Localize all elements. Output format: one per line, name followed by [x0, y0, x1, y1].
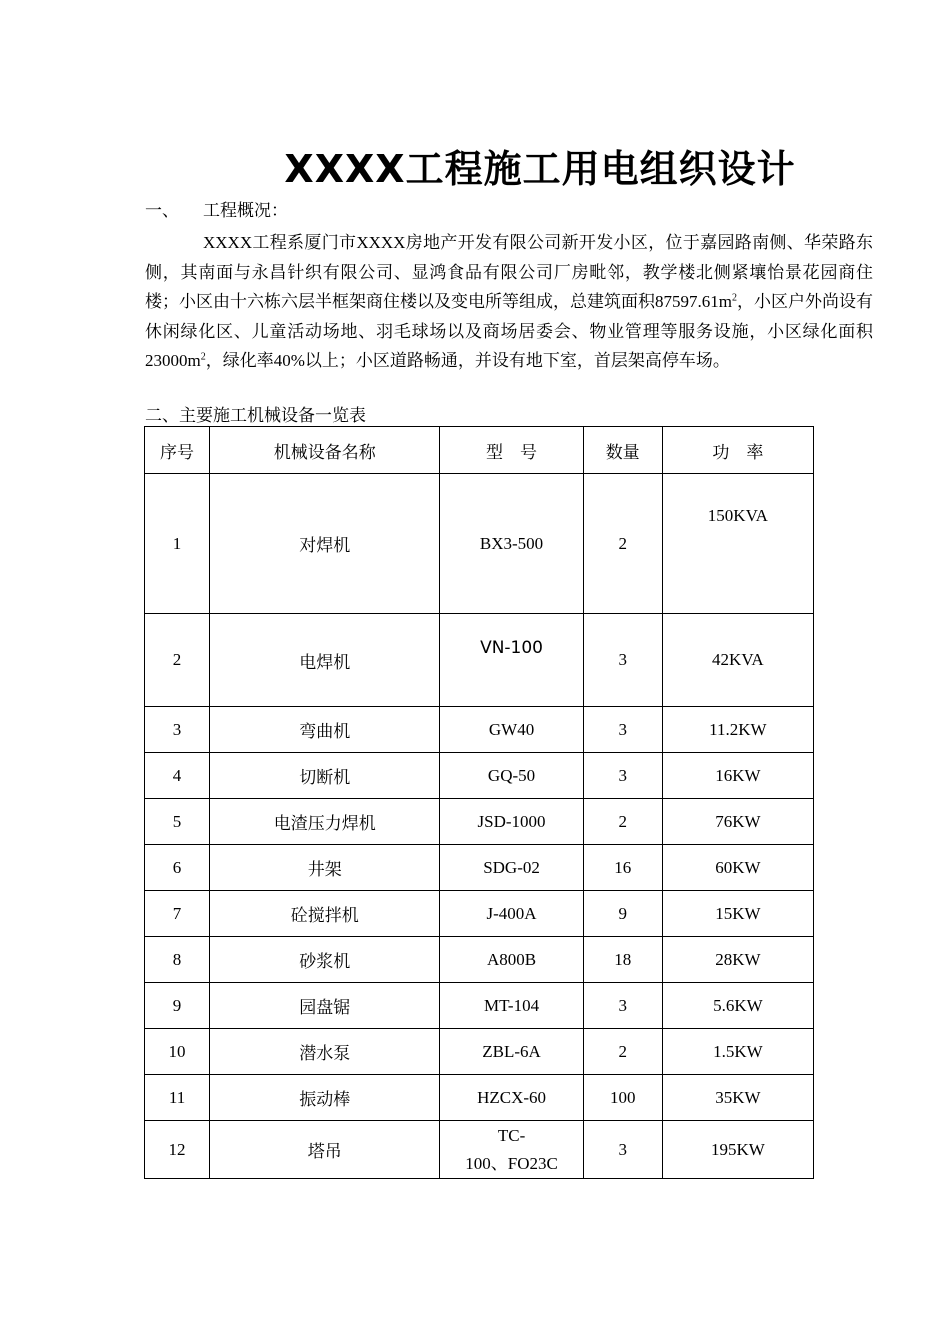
- cell-power: 195KW: [662, 1121, 813, 1179]
- table-row: [145, 1121, 814, 1179]
- header-power: 功 率: [662, 427, 813, 474]
- table-row: [145, 1029, 814, 1075]
- cell-qty: 9: [583, 891, 662, 937]
- cell-model: JSD-1000: [440, 799, 583, 845]
- cell-model: GW40: [440, 707, 583, 753]
- cell-no: 9: [145, 983, 210, 1029]
- cell-power: 15KW: [662, 891, 813, 937]
- cell-power: 76KW: [662, 799, 813, 845]
- cell-qty: 3: [583, 707, 662, 753]
- cell-power: 60KW: [662, 845, 813, 891]
- table-row: [145, 753, 814, 799]
- cell-model: A800B: [440, 937, 583, 983]
- cell-power: 35KW: [662, 1075, 813, 1121]
- section-1-heading: [145, 196, 288, 221]
- cell-model: J-400A: [440, 891, 583, 937]
- cell-qty: 3: [583, 614, 662, 707]
- document-title: XXXX工程施工用电组织设计: [284, 147, 796, 191]
- cell-no: 4: [145, 753, 210, 799]
- cell-no: 5: [145, 799, 210, 845]
- cell-model: VN-100: [440, 614, 583, 707]
- cell-model: MT-104: [440, 983, 583, 1029]
- cell-no: 3: [145, 707, 210, 753]
- cell-power: 150KVA: [662, 474, 813, 614]
- table-header-row: [145, 427, 814, 474]
- table-row: [145, 1075, 814, 1121]
- overview-text-2: ，小区户外尚设有休闲绿化区、儿童活动场地、羽毛球场以及商场居委会、物业管理等服务设施，小区绿化面积23000m: [145, 292, 873, 370]
- cell-power: 1.5KW: [662, 1029, 813, 1075]
- cell-qty: 16: [583, 845, 662, 891]
- cell-qty: 18: [583, 937, 662, 983]
- table-row: [145, 799, 814, 845]
- header-qty: 数量: [583, 427, 662, 474]
- table-row: [145, 983, 814, 1029]
- superscript-1: 2: [731, 292, 737, 304]
- cell-name: 电焊机: [210, 614, 440, 707]
- cell-model: GQ-50: [440, 753, 583, 799]
- cell-name: 塔吊: [210, 1121, 440, 1179]
- cell-model-line-2: 100、FO23C: [465, 1153, 558, 1173]
- cell-name: 砼搅拌机: [210, 891, 440, 937]
- cell-qty: 100: [583, 1075, 662, 1121]
- header-model: 型 号: [440, 427, 583, 474]
- table-row: [145, 707, 814, 753]
- cell-power: 16KW: [662, 753, 813, 799]
- cell-no: 11: [145, 1075, 210, 1121]
- cell-qty: 2: [583, 474, 662, 614]
- table-row: [145, 614, 814, 707]
- section-2-heading: 二、主要施工机械设备一览表: [145, 406, 366, 425]
- cell-name: 对焊机: [210, 474, 440, 614]
- cell-name: 潜水泵: [210, 1029, 440, 1075]
- cell-model: HZCX-60: [440, 1075, 583, 1121]
- section-1-title: 工程概况：: [203, 201, 288, 220]
- table-row: [145, 937, 814, 983]
- overview-text-1: XXXX工程系厦门市XXXX房地产开发有限公司新开发小区，位于嘉园路南侧、华荣路东侧，其南面与永昌针织有限公司、显鸿食品有限公司厂房毗邻，教学楼北侧紧壤怡景花园商住楼；小区由十六栋六层半框架商住楼以及变电所等组成，总建筑面积87597.61m: [145, 233, 873, 311]
- cell-model: [440, 1121, 583, 1179]
- cell-name: 井架: [210, 845, 440, 891]
- cell-name: 切断机: [210, 753, 440, 799]
- cell-qty: 2: [583, 799, 662, 845]
- cell-no: 8: [145, 937, 210, 983]
- table-row: [145, 845, 814, 891]
- table-row: [145, 891, 814, 937]
- superscript-2: 2: [200, 351, 206, 363]
- cell-no: 1: [145, 474, 210, 614]
- cell-qty: 3: [583, 753, 662, 799]
- cell-no: 10: [145, 1029, 210, 1075]
- cell-power: 42KVA: [662, 614, 813, 707]
- overview-paragraph: [145, 228, 873, 376]
- cell-no: 6: [145, 845, 210, 891]
- table-row: [145, 474, 814, 614]
- cell-model: BX3-500: [440, 474, 583, 614]
- cell-qty: 2: [583, 1029, 662, 1075]
- cell-name: 砂浆机: [210, 937, 440, 983]
- cell-no: 12: [145, 1121, 210, 1179]
- cell-power: 28KW: [662, 937, 813, 983]
- header-no: 序号: [145, 427, 210, 474]
- cell-no: 2: [145, 614, 210, 707]
- header-name: 机械设备名称: [210, 427, 440, 474]
- cell-no: 7: [145, 891, 210, 937]
- section-1-number: 一、: [145, 201, 179, 220]
- overview-text-3: ，绿化率40%以上；小区道路畅通，并设有地下室，首层架高停车场。: [205, 351, 730, 370]
- cell-qty: 3: [583, 983, 662, 1029]
- cell-name: 振动棒: [210, 1075, 440, 1121]
- cell-model: ZBL-6A: [440, 1029, 583, 1075]
- cell-model: SDG-02: [440, 845, 583, 891]
- cell-qty: 3: [583, 1121, 662, 1179]
- equipment-table: [144, 426, 814, 1179]
- cell-model-line-1: TC-: [497, 1125, 526, 1145]
- cell-name: 电渣压力焊机: [210, 799, 440, 845]
- cell-power: 11.2KW: [662, 707, 813, 753]
- cell-name: 园盘锯: [210, 983, 440, 1029]
- cell-name: 弯曲机: [210, 707, 440, 753]
- cell-power: 5.6KW: [662, 983, 813, 1029]
